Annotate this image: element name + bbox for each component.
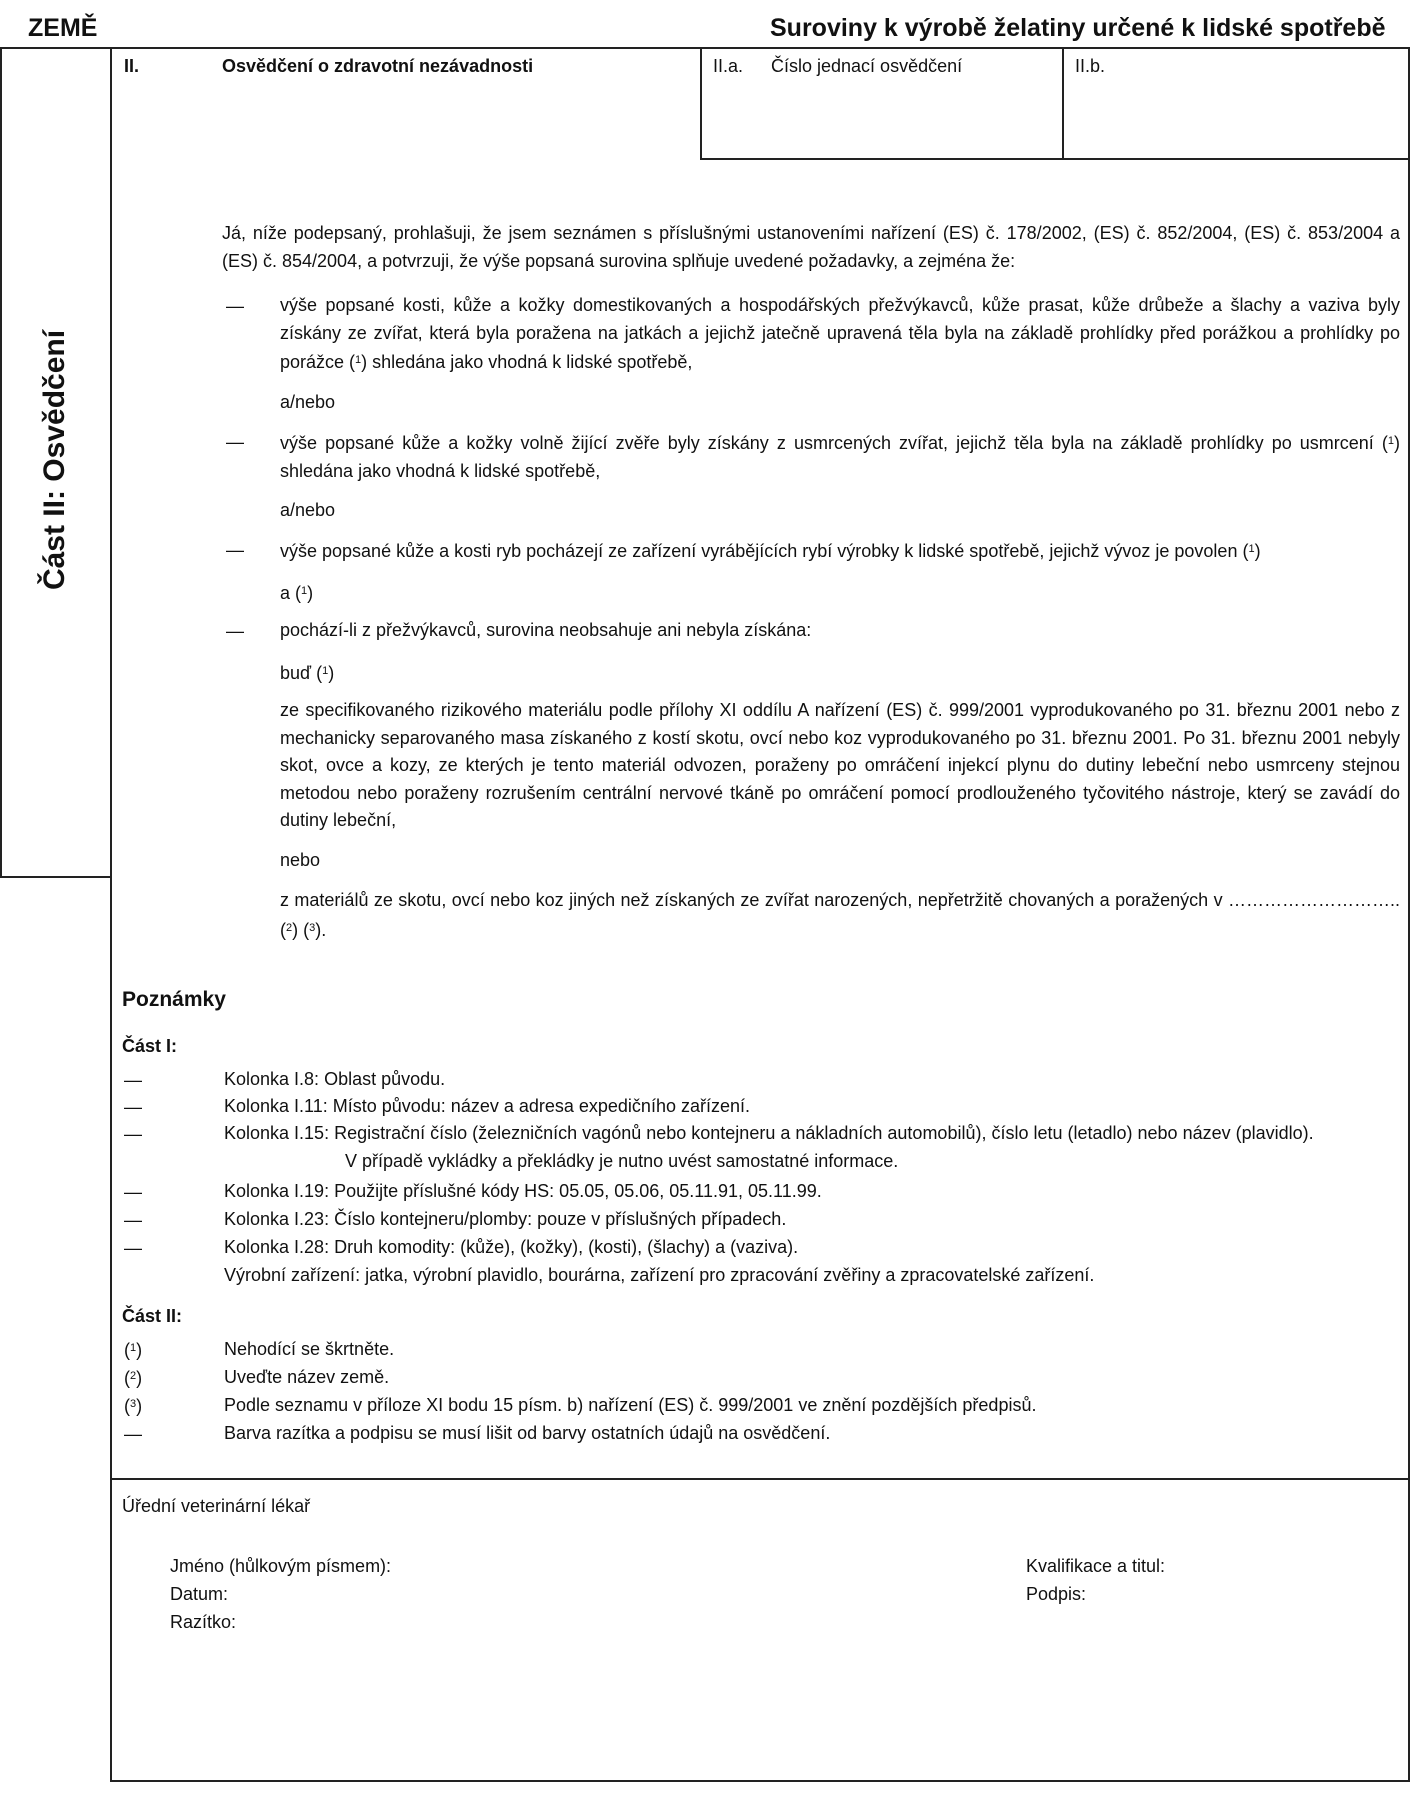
- note-3-text: Kolonka I.15: Registrační číslo (železničních vagónů nebo kontejneru a nákladních automobilů), číslo letu (letadlo) nebo název (plavidlo).: [224, 1123, 1314, 1143]
- date-label: Datum:: [170, 1584, 229, 1604]
- footnote-2-mark: ($^2$): [124, 1368, 143, 1388]
- signature-label: Podpis:: [1026, 1584, 1087, 1604]
- side-label: Část II: Osvědčení: [38, 329, 71, 591]
- material-text-a: z materiálů ze skotu, ovcí nebo koz jiných než získaných ze zvířat narozených, nepřetržitě chovaných a poražených v ………………………..(: [280, 890, 1400, 940]
- footnote-4-text: Barva razítka a podpisu se musí lišit od barvy ostatních údajů na osvědčení.: [224, 1423, 831, 1443]
- item-1-text-b: ) shledána jako vhodná k lidské spotřebě,: [361, 352, 693, 372]
- item-2-text-b: ) shledána jako vhodná k lidské spotřebě,: [280, 433, 1400, 481]
- and-text-a: a (: [280, 583, 302, 603]
- item-1-footnote: 1: [355, 354, 362, 366]
- item-4: pochází-li z přežvýkavců, surovina neobsahuje ani nebyla získána:: [280, 620, 812, 640]
- note-1-mark: —: [124, 1070, 142, 1090]
- material-footnote-3: 3: [309, 921, 316, 934]
- item-1: [280, 292, 1400, 377]
- right-border: [1408, 47, 1410, 1781]
- notes-part1-title: Část I:: [122, 1036, 178, 1056]
- notes-title: Poznámky: [122, 988, 226, 1011]
- footnote-1-mark: ($^1$): [124, 1340, 143, 1360]
- ref-number-label: Číslo jednací osvědčení: [771, 56, 963, 76]
- andor-1: a/nebo: [280, 392, 336, 412]
- note-6-continuation: Výrobní zařízení: jatka, výrobní plavidlo, bourárna, zařízení pro zpracování zvěřiny a zpracovatelské zařízení.: [224, 1265, 1095, 1285]
- country-header: ZEMĚ: [28, 14, 98, 42]
- bottom-border: [110, 1780, 1410, 1782]
- footnote-3-text: Podle seznamu v příloze XI bodu 15 písm. b) nařízení (ES) č. 999/2001 ve znění pozdějších předpisů.: [224, 1395, 1037, 1415]
- note-6-text: Kolonka I.28: Druh komodity: (kůže), (kožky), (kosti), (šlachy) a (vaziva).: [224, 1237, 799, 1257]
- either-footnote: 1: [322, 665, 329, 677]
- material-paragraph: [280, 887, 1400, 944]
- footnote-3-mark: ($^3$): [124, 1396, 143, 1416]
- and-footnote: 1: [301, 585, 308, 597]
- either-text-b: ): [328, 663, 335, 683]
- dash-4: —: [226, 621, 244, 641]
- dash-1: —: [226, 296, 244, 316]
- note-3-continuation: V případě vykládky a překládky je nutno uvést samostatné informace.: [345, 1151, 899, 1171]
- item-3-text-a: výše popsané kůže a kosti ryb pocházejí ze zařízení vyrábějících rybí výrobky k lidské spotřebě, jejichž vývoz je povolen (: [280, 541, 1249, 561]
- item-1-text-a: výše popsané kosti, kůže a kožky domestikovaných a hospodářských přežvýkavců, kůže prasat, kůže drůbeže a šlachy a vaziva byly získány ze zvířat, která byla poražena na jatkách a jejichž jatečně upravená těla byla na základě prohlídky před porážkou a prohlídky po porážce (: [280, 295, 1400, 372]
- dash-3: —: [226, 540, 244, 560]
- note-5-text: Kolonka I.23: Číslo kontejneru/plomby: pouze v příslušných případech.: [224, 1209, 787, 1229]
- note-4-text: Kolonka I.19: Použijte příslušné kódy HS: 05.05, 05.06, 05.11.91, 05.11.99.: [224, 1181, 822, 1201]
- footnote-4-mark: —: [124, 1424, 142, 1444]
- material-text-b: ).: [315, 919, 327, 940]
- cell-divider-1: [700, 47, 702, 159]
- andor-2: a/nebo: [280, 500, 336, 520]
- note-4-mark: —: [124, 1182, 142, 1202]
- note-2-mark: —: [124, 1097, 142, 1117]
- and-text-b: ): [307, 583, 314, 603]
- item-3-footnote: 1: [1248, 543, 1255, 555]
- intro-paragraph: Já, níže podepsaný, prohlašuji, že jsem seznámen s příslušnými ustanoveními nařízení (ES) č. 178/2002, (ES) č. 852/2004, (ES) č. 853/2004 a (ES) č. 854/2004, a potvrzuji, že výše popsaná surovina splňuje uvedené požadavky, a zejména že:: [222, 223, 1400, 271]
- section-iib-label: II.b.: [1075, 56, 1106, 76]
- either-text-a: buď (: [280, 663, 323, 683]
- material-text-mid: ) (: [292, 919, 310, 940]
- material-footnote-2: 2: [286, 921, 293, 934]
- note-1-text: Kolonka I.8: Oblast původu.: [224, 1069, 446, 1089]
- item-2: [280, 428, 1400, 485]
- name-label: Jméno (hůlkovým písmem):: [170, 1556, 392, 1576]
- side-bottom-border: [0, 876, 111, 878]
- item-2-footnote: 1: [1387, 435, 1394, 447]
- ref-number-label-num: II.a.: [713, 56, 744, 76]
- section-number: II.: [124, 56, 140, 76]
- cell-bottom-border: [700, 158, 1410, 160]
- srm-paragraph: ze specifikovaného rizikového materiálu podle přílohy XI oddílu A nařízení (ES) č. 999/2001 vyprodukovaného po 31. březnu 2001 nebo z mechanicky separovaného masa získaného z kostí skotu, ovcí nebo koz vyprodukovaného po 31. březnu 2001. Po 31. březnu 2001 nebyly skot, ovce a kozy, ze kterých je tento materiál odvozen, poraženy po omráčení injekcí plynu do dutiny lebeční nebo usmrceny stejnou metodou nebo poraženy rozrušením centrální nervové tkáně po omráčení pomocí prodlouženého tyčovitého nástroje, který se zavádí do dutiny lebeční,: [280, 700, 1400, 830]
- qualification-label: Kvalifikace a titul:: [1026, 1556, 1166, 1576]
- footnote-2-text: Uveďte název země.: [224, 1367, 390, 1387]
- item-3-text-b: ): [1254, 541, 1261, 561]
- top-border: [0, 47, 1410, 49]
- signature-top-border: [110, 1478, 1410, 1480]
- and-line: [280, 578, 1400, 608]
- signature-title: Úřední veterinární lékař: [122, 1496, 311, 1516]
- or-line: nebo: [280, 850, 321, 870]
- side-label-box: [0, 0, 110, 870]
- cell-divider-2: [1062, 47, 1064, 159]
- stamp-label: Razítko:: [170, 1612, 237, 1632]
- left-border-main: [110, 47, 112, 1781]
- note-3-mark: —: [124, 1124, 142, 1144]
- notes-part2-title: Část II:: [122, 1306, 183, 1326]
- section-title: Osvědčení o zdravotní nezávadnosti: [222, 56, 534, 76]
- footnote-1-text: Nehodící se škrtněte.: [224, 1339, 395, 1359]
- note-6-mark: —: [124, 1238, 142, 1258]
- note-2-text: Kolonka I.11: Místo původu: název a adresa expedičního zařízení.: [224, 1096, 750, 1116]
- either-line: [280, 658, 1400, 688]
- note-5-mark: —: [124, 1210, 142, 1230]
- item-2-text-a: výše popsané kůže a kožky volně žijící zvěře byly získány z usmrcených zvířat, jejichž těla byla na základě prohlídky po usmrcení (: [280, 433, 1388, 453]
- item-3: [280, 536, 1400, 566]
- dash-2: —: [226, 432, 244, 452]
- document-title: Suroviny k výrobě želatiny určené k lidské spotřebě: [770, 14, 1386, 42]
